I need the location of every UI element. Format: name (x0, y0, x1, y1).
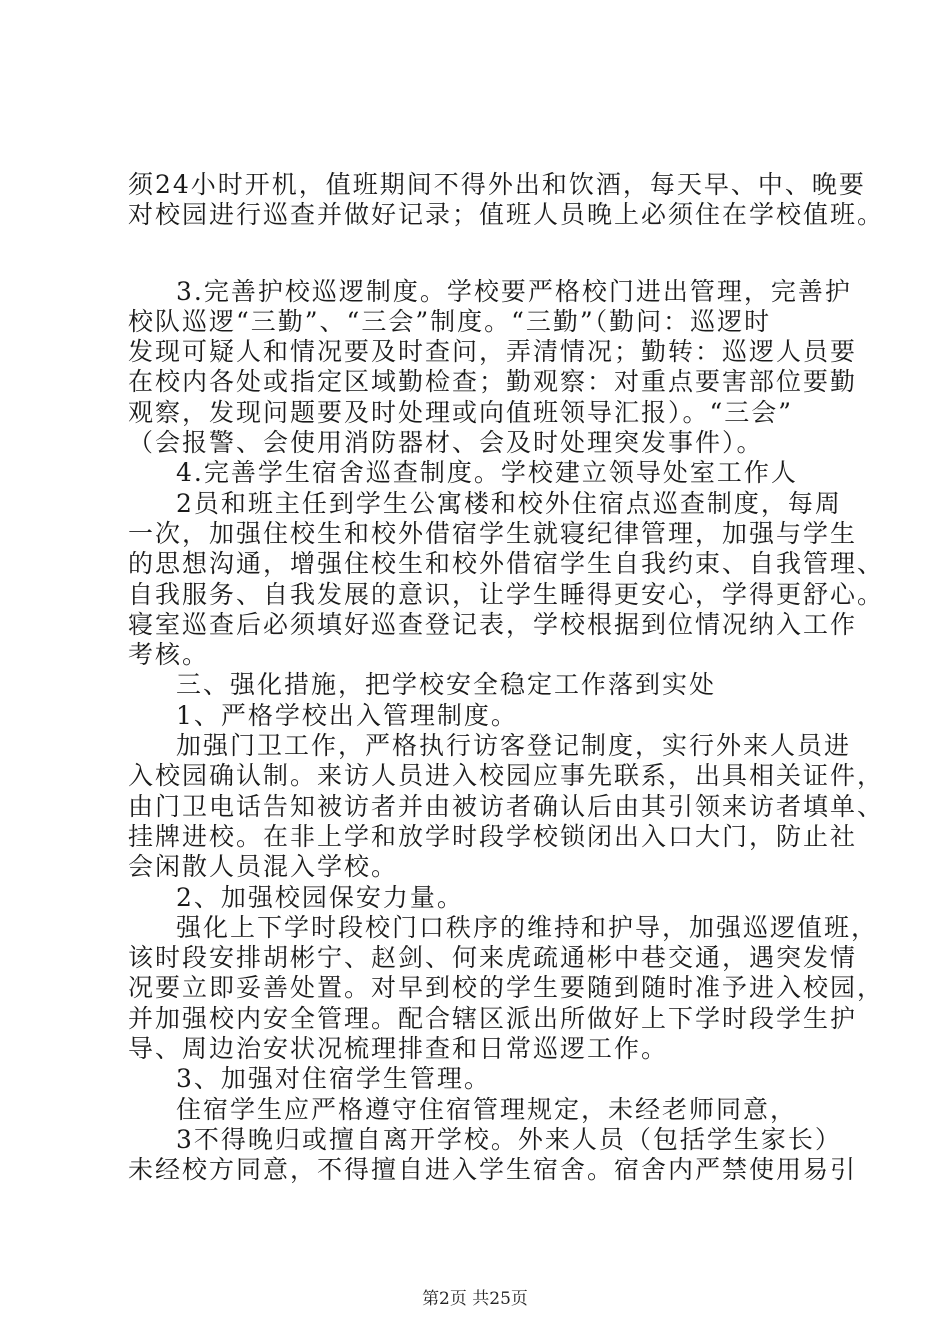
text-line: 发现可疑人和情况要及时查问，弄清情况；勤转：巡逻人员要 (128, 337, 858, 367)
text-line: 寝室巡查后必须填好巡查登记表，学校根据到位情况纳入工作 (128, 609, 858, 639)
page-number-footer: 第2页 共25页 (422, 1289, 528, 1309)
subsection-heading: 1、严格学校出入管理制度。 (176, 700, 518, 730)
text-line: 对校园进行巡查并做好记录；值班人员晚上必须住在学校值班。 (128, 200, 885, 230)
text-line: 该时段安排胡彬宁、赵剑、何来虎疏通彬中巷交通，遇突发情 (128, 943, 858, 973)
text-line: 加强门卫工作，严格执行访客登记制度，实行外来人员进 (176, 731, 852, 761)
text-line: 挂牌进校。在非上学和放学时段学校锁闭出入口大门，防止社 (128, 821, 858, 851)
subsection-heading: 3、加强对住宿学生管理。 (176, 1064, 491, 1094)
text-line: 会闲散人员混入学校。 (128, 852, 399, 882)
text-line: 自我服务、自我发展的意识，让学生睡得更安心，学得更舒心。 (128, 579, 885, 609)
body-text (128, 170, 885, 1186)
text-line: 的思想沟通，增强住校生和校外借宿学生自我约束、自我管理、 (128, 549, 885, 579)
text-line: 况要立即妥善处置。对早到校的学生要随到随时准予进入校园， (128, 973, 885, 1003)
text-line: 考核。 (128, 640, 210, 670)
subsection-heading: 2、加强校园保安力量。 (176, 882, 464, 912)
text-line: 强化上下学时段校门口秩序的维持和护导，加强巡逻值班， (176, 912, 879, 942)
section-heading: 三、强化措施，把学校安全稳定工作落到实处 (176, 670, 717, 700)
text-line: 一次，加强住校生和校外借宿学生就寝纪律管理，加强与学生 (128, 518, 858, 548)
text-line: 3.完善护校巡逻制度。学校要严格校门进出管理，完善护 (176, 276, 852, 306)
text-line: 校队巡逻“三勤”、“三会”制度。“三勤”（勤问：巡逻时 (128, 306, 772, 336)
text-line: 由门卫电话告知被访者并由被访者确认后由其引领来访者填单、 (128, 791, 885, 821)
text-line: 2员和班主任到学生公寓楼和校外住宿点巡查制度，每周 (176, 488, 842, 518)
paragraph-gap (128, 231, 838, 277)
text-line: 4.完善学生宿舍巡查制度。学校建立领导处室工作人 (176, 458, 798, 488)
text-line: 须24小时开机，值班期间不得外出和饮酒，每天早、中、晚要 (128, 170, 866, 199)
text-line: 3不得晚归或擅自离开学校。外来人员（包括学生家长） (176, 1124, 842, 1154)
text-line: 导、周边治安状况梳理排查和日常巡逻工作。 (128, 1034, 669, 1064)
text-line: 观察，发现问题要及时处理或向值班领导汇报）。“三会” (128, 397, 794, 427)
text-line: 入校园确认制。来访人员进入校园应事先联系，出具相关证件， (128, 761, 885, 791)
text-line: 在校内各处或指定区域勤检查；勤观察：对重点要害部位要勤 (128, 367, 858, 397)
text-line: （会报警、会使用消防器材、会及时处理突发事件）。 (128, 428, 764, 458)
text-line: 住宿学生应严格遵守住宿管理规定，未经老师同意， (176, 1094, 798, 1124)
text-line: 未经校方同意，不得擅自进入学生宿舍。宿舍内严禁使用易引 (128, 1155, 858, 1185)
text-line: 并加强校内安全管理。配合辖区派出所做好上下学时段学生护 (128, 1003, 858, 1033)
